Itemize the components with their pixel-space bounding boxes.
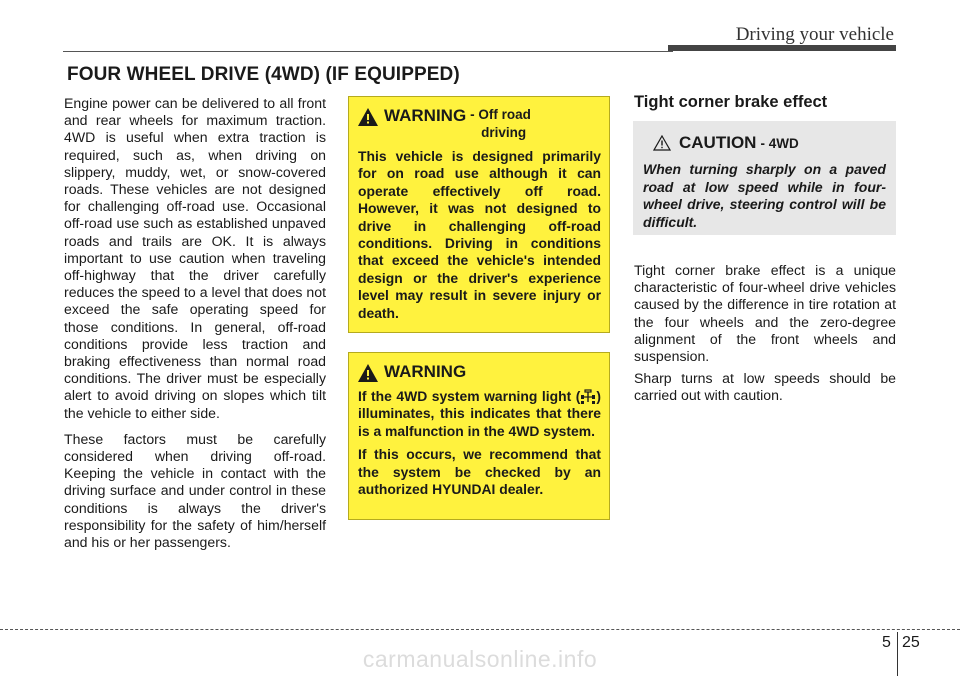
warning-box-offroad: [348, 96, 610, 333]
page-header-title: Driving your vehicle: [735, 24, 894, 45]
chapter-number: 5: [882, 634, 891, 651]
4wd-warning-light-icon: [580, 389, 596, 405]
footer-rule: [0, 629, 960, 630]
warning-triangle-icon: [358, 108, 378, 126]
right-column: [634, 262, 896, 410]
subsection-title: Tight corner brake effect: [634, 93, 828, 111]
warning-word: WARNING: [384, 362, 467, 381]
warning-text: If this occurs, we recommend that the system be checked by an authorized HYUNDAI dealer.: [358, 446, 601, 498]
caution-text: When turning sharply on a paved road at low speed while in four-wheel drive, steering control will be difficult.: [643, 161, 886, 230]
warning-heading: [358, 362, 601, 382]
warning-heading: [358, 106, 601, 142]
page-number: 25: [902, 634, 920, 651]
warning-subtitle: - Off road: [470, 107, 531, 122]
body-paragraph: Engine power can be delivered to all front and rear wheels for maximum traction. 4WD is useful when extra traction is required, such as, when driving on slippery, muddy, wet, or snow-covered roads. These vehicles are not designed for challenging off-road use. Occasional off-road use such as established unpaved roads and trails are OK. It is always important to use caution when traveling off-highway that the driver carefully reduces the speed to a level that does not exceed the safe operating speed for those conditions. In general, off-road conditions provide less traction and braking effectiveness than normal road conditions. The driver must be especially alert to avoid driving on slopes which tilt the vehicle to either side.: [64, 95, 326, 421]
header-rule: [63, 51, 673, 52]
warning-subtitle-2: driving: [481, 125, 527, 140]
warning-text: This vehicle is designed primarily for on road use although it can operate effectively off road. However, it was not designed to drive in challenging off-road conditions. Driving in conditions that exceed the vehicle's intended design or the driver's experience level may result in severe injury or death.: [358, 148, 601, 321]
watermark: carmanualsonline.info: [362, 646, 598, 672]
section-title: FOUR WHEEL DRIVE (4WD) (IF EQUIPPED): [67, 64, 460, 85]
body-paragraph: These factors must be carefully considered when driving off-road. Keeping the vehicle in contact with the driving surface and under control in these conditions is always the driver's responsibility for the safety of him/herself and his or her passengers.: [64, 430, 326, 551]
caution-word: CAUTION: [679, 133, 757, 152]
warning-triangle-icon: [358, 364, 378, 382]
warning-box-4wd: [348, 352, 610, 520]
body-paragraph: Tight corner brake effect is a unique characteristic of four-wheel drive vehicles caused by the difference in tire rotation at the four wheels and the zero-degree alignment of the front wheels and suspension.: [634, 262, 896, 365]
warning-text-part: If the 4WD system warning light (: [358, 388, 581, 404]
body-paragraph: Sharp turns at low speeds should be carried out with caution.: [634, 370, 896, 404]
caution-box: [633, 121, 896, 235]
warning-text: [358, 388, 601, 440]
left-column: [64, 95, 326, 560]
caution-heading: [653, 133, 886, 153]
warning-text-part: ) illuminates, this indicates that there is a malfunction in the 4WD system.: [358, 388, 601, 439]
header-rule-accent: [668, 45, 896, 51]
warning-word: WARNING: [384, 106, 467, 125]
caution-triangle-icon: [653, 135, 671, 151]
caution-subtitle: - 4WD: [760, 135, 799, 151]
